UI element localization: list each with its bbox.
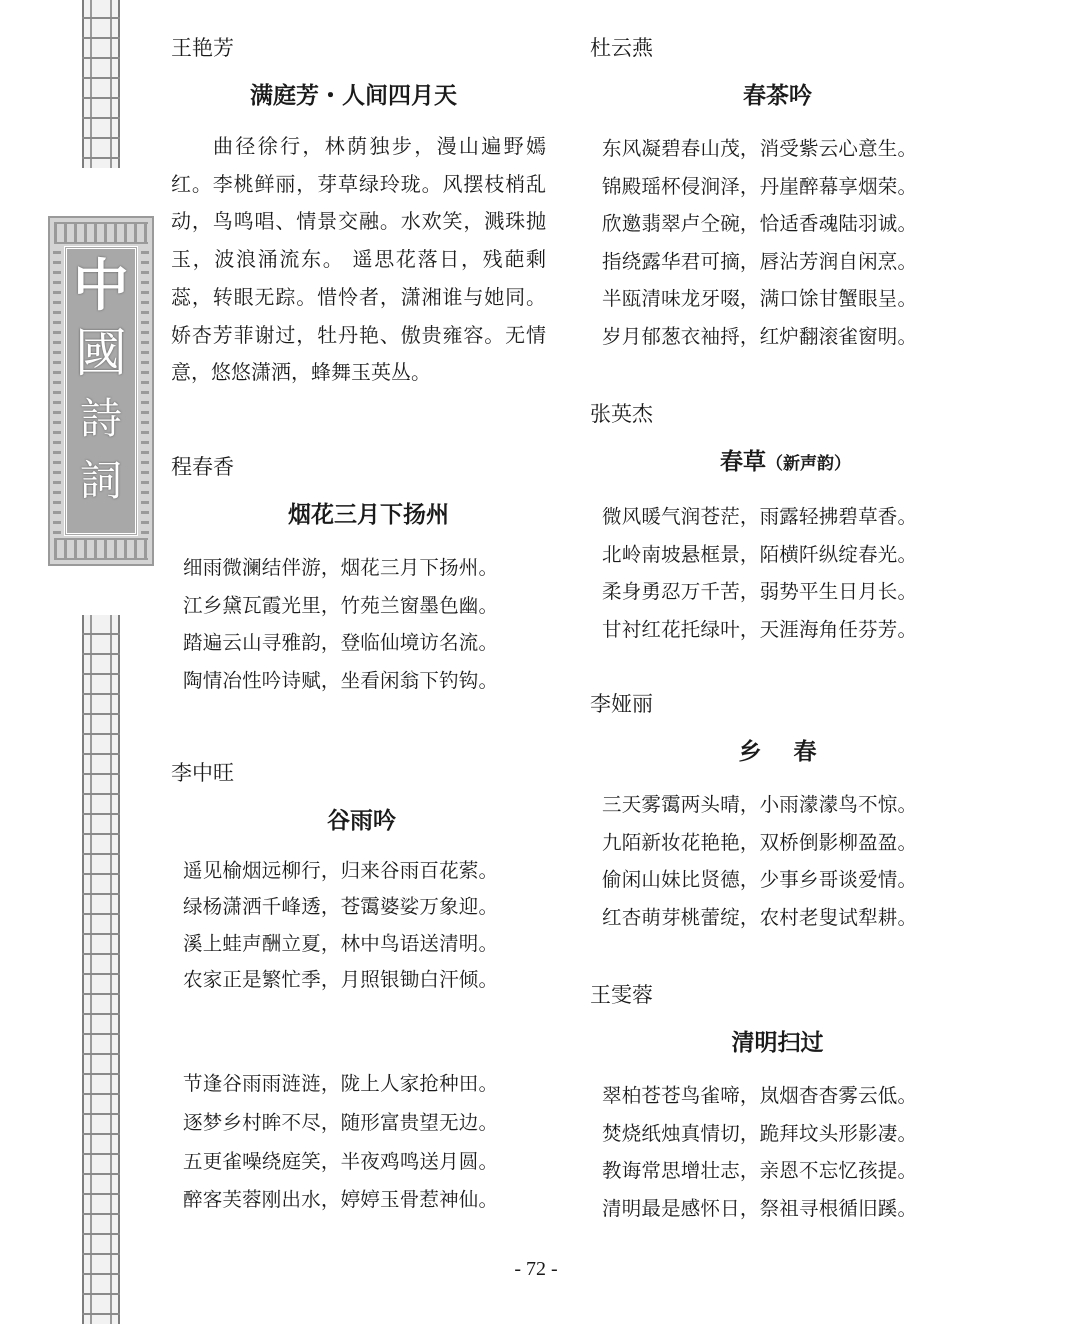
poem-line: 焚烧纸烛真情切，跪拜坟头形影凄。 [602,1121,918,1145]
poem-line: 北岭南坡悬框景，陌横阡纵绽春光。 [602,542,918,566]
poem-title: 乡 春 [738,739,817,765]
page-number: - 72 - [514,1258,558,1280]
poem-block [171,761,546,1220]
poem-text: 曲径徐行，林荫独步，漫山遍野嫣红。李桃鲜丽，芽草绿玲珑。风摆枝梢乱动，鸟鸣唱、情景交融。水欢笑，溅珠抛玉，波浪涌流东。 遥思花落日，残葩剩蕊，转眼无踪。惜怜者，潇湘谁与她同。娇杏芳菲谢过，牡丹艳、傲贵雍容。无情意，悠悠潇洒，蜂舞玉英丛。 [171,134,546,385]
poem-line: 指绕露华君可摘，唇沾芳润自闲烹。 [602,249,918,273]
poem-title: 清明扫过 [731,1030,824,1056]
emblem-char: 詞 [79,456,122,505]
poem-line: 岁月郁葱衣袖捋，红炉翻滚雀窗明。 [602,324,918,348]
poem-line: 红杏萌芽桃蕾绽，农村老叟试犁耕。 [602,906,918,930]
poem-line: 翠柏苍苍鸟雀啼，岚烟杳杳雾云低。 [602,1084,918,1107]
poem-line: 微风暖气润苍茫，雨露轻拂碧草香。 [602,505,918,528]
poem-title: 谷雨吟 [327,808,396,834]
poem-line: 醉客芙蓉刚出水，婷婷玉骨惹神仙。 [183,1188,499,1212]
poem-line: 柔身勇忍万千苦，弱势平生日月长。 [602,580,918,604]
poem-title: 春茶吟 [743,83,812,109]
poem-line: 农家正是繁忙季，月照银锄白汗倾。 [183,967,499,991]
poem-block [171,455,546,700]
emblem-panel [48,216,154,566]
poem-body [171,853,546,998]
poem-line: 九陌新妆花艳艳，双桥倒影柳盈盈。 [602,830,918,854]
poem-line: 溪上蛙声酬立夏，林中鸟语送清明。 [183,931,499,955]
poem-author: 王艳芳 [171,36,234,60]
fretwork-border-bottom [82,615,120,1324]
poem-author: 杜云燕 [590,36,653,60]
poem-body [171,128,546,392]
emblem-char: 國 [74,324,127,384]
poem-line: 甘衬红花托绿叶，天涯海角任芬芳。 [602,618,918,642]
poem-line: 遥见榆烟远柳行，归来谷雨百花萦。 [183,859,499,882]
poem-line: 清明最是感怀日，祭祖寻根循旧蹊。 [602,1197,918,1221]
poem-body [171,549,546,700]
poem-line: 踏遍云山寻雅韵，登临仙境访名流。 [183,631,499,655]
left-ornament [0,0,160,1324]
poem-line: 偷闲山妹比贤德，少事乡哥谈爱情。 [602,868,918,892]
poem-block [171,36,546,392]
poem-title [590,448,965,478]
poem-body [590,130,965,355]
poem-title: 满庭芳・人间四月天 [250,83,457,109]
poem-body [590,1077,965,1228]
poem-body [590,498,965,649]
poem-line: 绿杨潇洒千峰透，苍霭婆娑万象迎。 [183,895,499,919]
poem-body [590,786,965,937]
poem-block [590,692,965,937]
poem-line: 陶情冶性吟诗赋，坐看闲翁下钓钩。 [183,669,499,693]
poem-line: 锦殿瑶杯侵涧泽，丹崖醉幕享烟荣。 [602,174,918,198]
poem-line: 江乡黛瓦霞光里，竹苑兰窗墨色幽。 [183,593,499,617]
emblem-char: 詩 [79,394,122,443]
poem-author: 王雯蓉 [590,983,653,1007]
emblem-text [50,253,152,505]
poem-title-text: 春草 [720,449,766,475]
poem-block [590,983,965,1228]
poem-title: 烟花三月下扬州 [288,502,449,528]
poem-line: 东风凝碧春山茂，消受紫云心意生。 [602,137,918,160]
poem-line: 欣邀翡翠卢仝碗，恰适香魂陆羽诚。 [602,212,918,235]
poem-body-second [171,1065,546,1220]
poem-line: 教诲常思增壮志，亲恩不忘忆孩提。 [602,1159,918,1183]
fretwork-border-top [82,0,120,168]
poem-block [590,36,965,355]
poem-author: 李中旺 [171,761,234,785]
poem-block [590,402,965,649]
poem-line: 半瓯清味龙牙啜，满口馀甘蟹眼呈。 [602,287,918,310]
poem-author: 程春香 [171,455,234,479]
poem-line: 细雨微澜结伴游，烟花三月下扬州。 [183,556,499,579]
poem-line: 三天雾霭两头晴，小雨濛濛鸟不惊。 [602,793,918,816]
poem-title-note: （新声韵） [766,454,851,474]
poem-author: 李娅丽 [590,692,653,716]
poem-author: 张英杰 [590,402,653,426]
poem-line: 节逢谷雨雨涟涟，陇上人家抢种田。 [183,1072,499,1096]
poem-line: 逐梦乡村眸不尽，随形富贵望无边。 [183,1110,499,1134]
poem-line: 五更雀噪绕庭笑，半夜鸡鸣送月圆。 [183,1149,499,1173]
emblem-char: 中 [73,253,129,319]
